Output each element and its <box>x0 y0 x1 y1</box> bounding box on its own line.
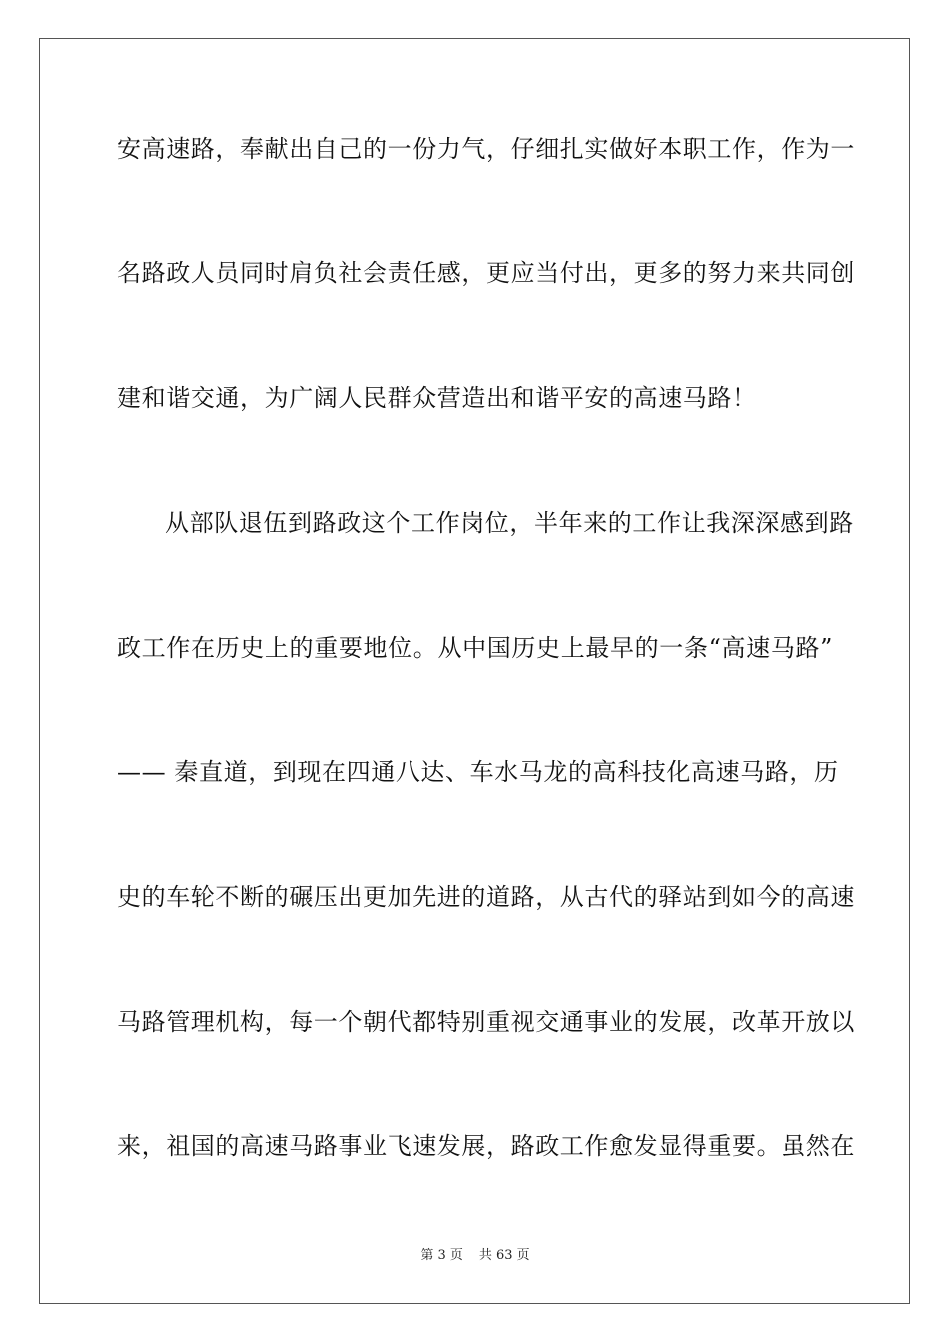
body-text-line: 来，祖国的高速马路事业飞速发展，路政工作愈发显得重要。虽然在 <box>117 1132 855 1160</box>
body-text-line: 马路管理机构，每一个朝代都特别重视交通事业的发展，改革开放以 <box>117 1008 855 1036</box>
page-frame <box>39 38 910 1304</box>
body-text-line: —— 秦直道，到现在四通八达、车水马龙的高科技化高速马路，历 <box>117 758 839 786</box>
body-text-line: 名路政人员同时肩负社会责任感，更应当付出，更多的努力来共同创 <box>117 259 855 287</box>
body-text-line: 史的车轮不断的碾压出更加先进的道路，从古代的驿站到如今的高速 <box>117 883 855 911</box>
page-total: 共 63 页 <box>478 1248 530 1263</box>
body-text-line: 政工作在历史上的重要地位。从中国历史上最早的一条“高速马路” <box>117 634 833 662</box>
page-footer <box>0 1248 950 1264</box>
page-number: 第 3 页 <box>420 1248 463 1263</box>
body-text-line: 建和谐交通，为广阔人民群众营造出和谐平安的高速马路！ <box>117 384 757 412</box>
paragraph-first-line: 从部队退伍到路政这个工作岗位，半年来的工作让我深深感到路 <box>165 509 854 537</box>
body-text-line: 安高速路，奉献出自己的一份力气，仔细扎实做好本职工作，作为一 <box>117 135 855 163</box>
